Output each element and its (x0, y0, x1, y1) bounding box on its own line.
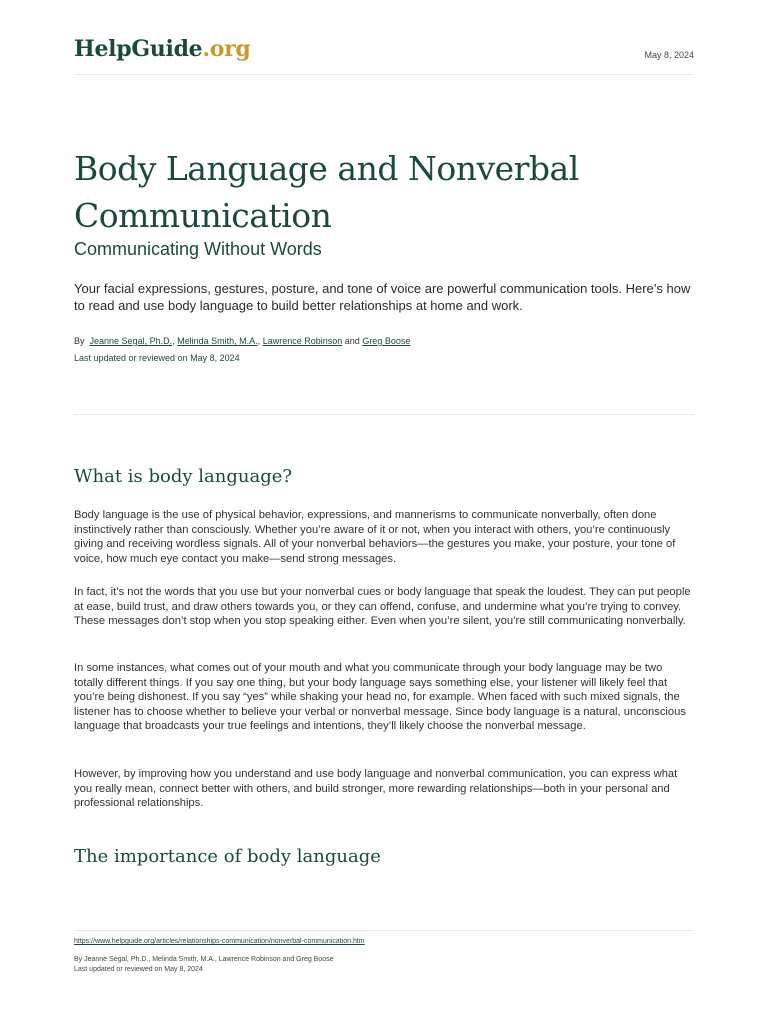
intro-text: Your facial expressions, gestures, posture, and tone of voice are powerful communication tools. Here’s how to read and use body language to build better relationships at home and work. (74, 281, 691, 313)
site-logo[interactable] (74, 36, 250, 62)
section-heading-what-is: What is body language? (74, 466, 293, 487)
byline-prefix: By (74, 336, 85, 346)
divider (74, 414, 694, 415)
paragraph: Body language is the use of physical behavior, expressions, and mannerisms to communicate nonverbally, often done instinctively rather than consciously. Whether you’re aware of it or not, when you interact with others, you’re continuously giving and receiving wordless signals. All of your nonverbal behaviors—the gestures you make, your posture, your tone of voice, how much eye contact you make—send strong messages. (74, 509, 676, 565)
header-date: May 8, 2024 (644, 50, 694, 60)
last-updated: Last updated or reviewed on May 8, 2024 (74, 353, 240, 363)
site-header (74, 36, 694, 75)
byline (74, 336, 410, 346)
author-link-robinson[interactable]: Lawrence Robinson (262, 336, 343, 346)
author-link-segal[interactable]: Jeanne Segal, Ph.D. (89, 336, 173, 346)
logo-name: HelpGuide (74, 36, 203, 62)
paragraph: In fact, it’s not the words that you use but your nonverbal cues or body language that speak the loudest. They can put people at ease, build trust, and draw others towards you, or they can offend, confuse, and undermine what you’re trying to convey. These messages don’t stop when you stop speaking either. Even when you’re silent, you’re still communicating nonverbally. (74, 586, 691, 628)
article-page (74, 0, 694, 1024)
page-subtitle: Communicating Without Words (74, 239, 322, 259)
footer-divider (74, 930, 694, 931)
footer-url-link[interactable]: https://www.helpguide.org/articles/relationships-communication/nonverbal-communication.htm (74, 938, 365, 945)
logo-tld: .org (202, 36, 251, 62)
footer-last-updated: Last updated or reviewed on May 8, 2024 (74, 966, 203, 973)
paragraph: However, by improving how you understand and use body language and nonverbal communication, you can express what you really mean, connect better with others, and build stronger, more rewarding relationships—both in your personal and professional relationships. (74, 768, 678, 810)
section-heading-importance: The importance of body language (74, 846, 381, 867)
byline-comma: , (257, 336, 261, 346)
page-title: Body Language and Nonverbal Communication (74, 149, 579, 235)
byline-and: and (344, 336, 360, 346)
author-link-boose[interactable]: Greg Boose (362, 336, 411, 346)
paragraph: In some instances, what comes out of your mouth and what you communicate through your body language may be two totally different things. If you say one thing, but your body language says something else, your listener will likely feel that you’re being dishonest. If you say “yes” while shaking your head no, for example. When faced with such mixed signals, the listener has to choose whether to believe your verbal or nonverbal message. Since body language is a natural, unconscious language that broadcasts your true feelings and intentions, they’ll likely choose the nonverbal message. (74, 662, 686, 733)
byline-comma: , (172, 336, 175, 346)
author-link-smith[interactable]: Melinda Smith, M.A. (177, 336, 258, 346)
footer-byline: By Jeanne Segal, Ph.D., Melinda Smith, M.A., Lawrence Robinson and Greg Boose (74, 956, 334, 963)
